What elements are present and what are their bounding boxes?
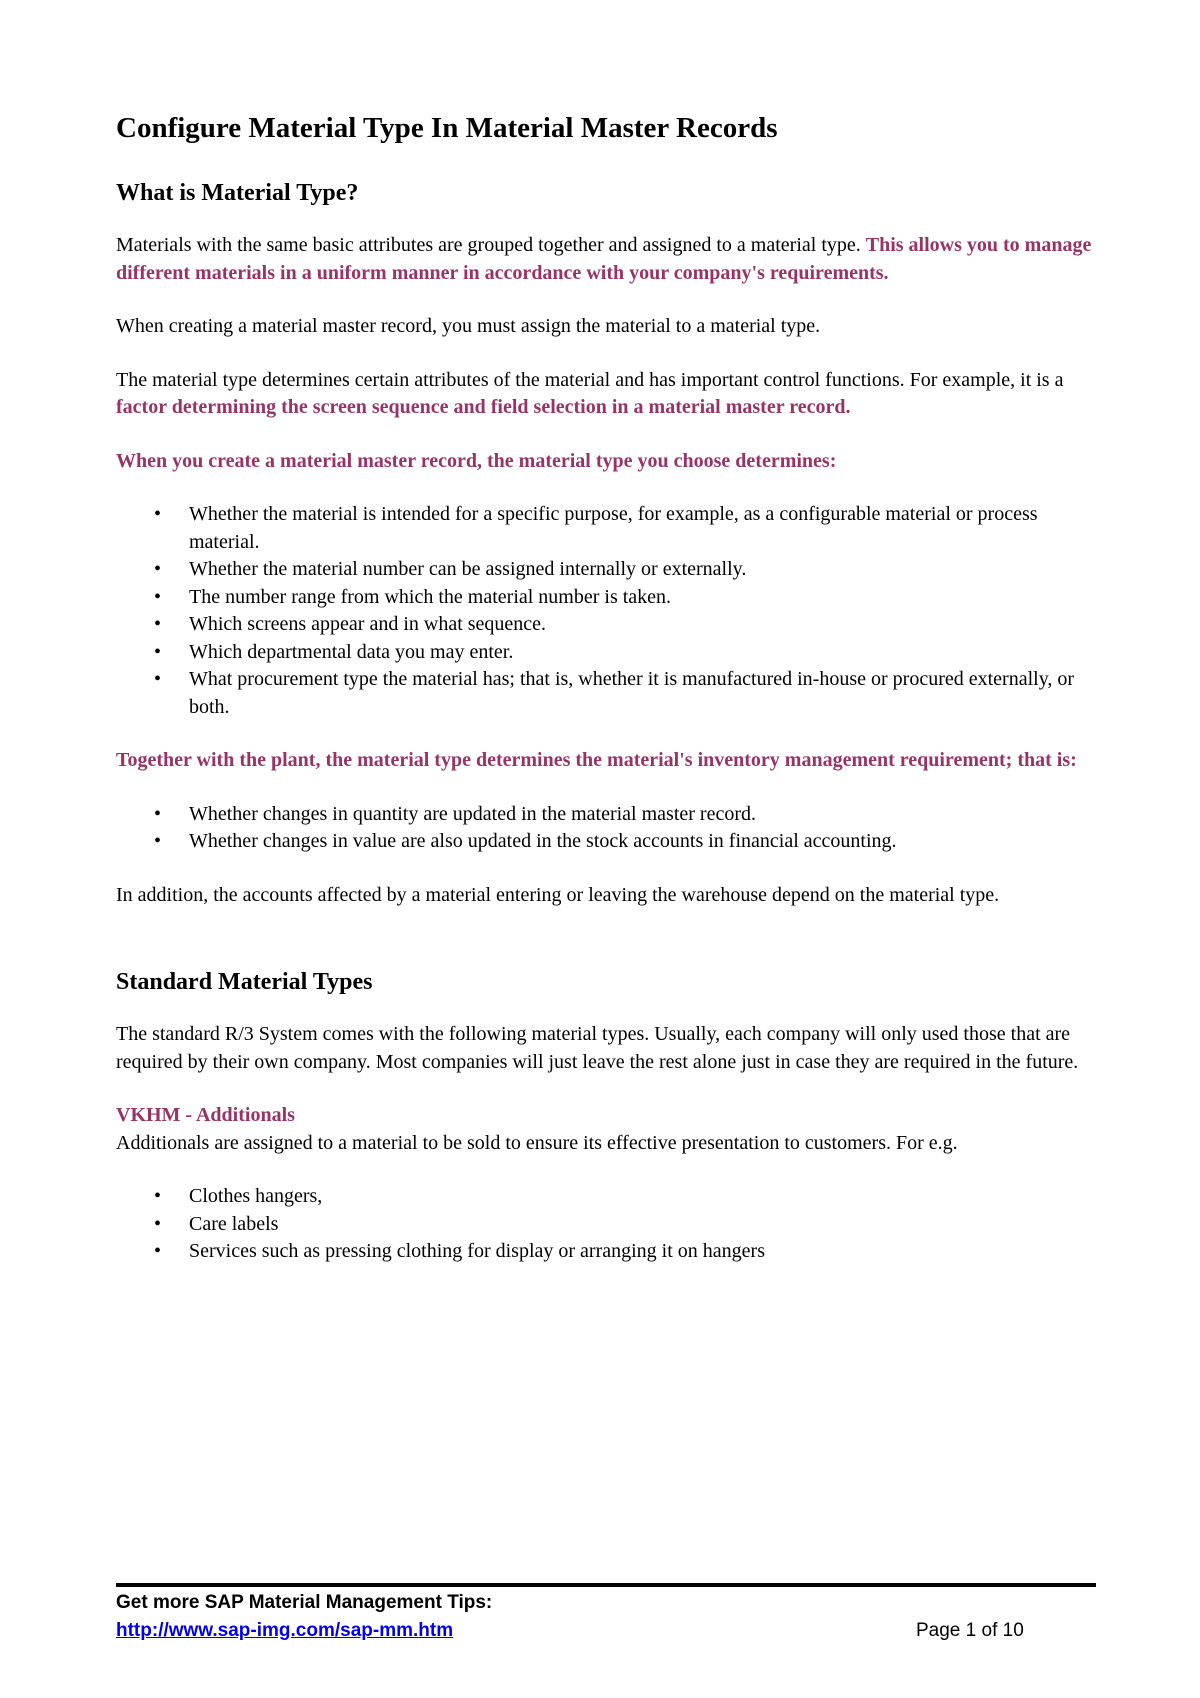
list-item: • Whether changes in quantity are updated in the material master record.	[189, 801, 1096, 829]
vkhm-heading: VKHM - Additionals	[116, 1104, 295, 1126]
control-plain-text: The material type determines certain attributes of the material and has important control functions. For example, it is a	[116, 368, 1064, 391]
additionals-list	[116, 1183, 1096, 1266]
section-heading-what-is-material-type: What is Material Type?	[116, 180, 359, 206]
page-footer	[116, 1583, 1096, 1645]
footer-link[interactable]: http://www.sap-img.com/sap-mm.htm	[116, 1620, 454, 1641]
intro-highlight-text: This allows you to manage different materials in a uniform manner in accordance with your company's requirements.	[116, 234, 1092, 284]
list-item: • Services such as pressing clothing for display or arranging it on hangers	[189, 1238, 1096, 1266]
section-heading-standard-material-types: Standard Material Types	[116, 969, 373, 995]
list-item: • Which screens appear and in what sequence.	[189, 611, 1096, 639]
inventory-list	[116, 801, 1096, 856]
standard-types-paragraph: The standard R/3 System comes with the following material types. Usually, each company will only used those that are required by their own company. Most companies will just leave the rest alone just in case they are required in the future.	[116, 1023, 1079, 1073]
inventory-lead-in: Together with the plant, the material type determines the material's inventory management requirement; that is:	[116, 749, 1077, 771]
control-functions-paragraph	[116, 367, 1096, 422]
assign-paragraph: When creating a material master record, you must assign the material to a material type.	[116, 315, 821, 337]
determines-list	[116, 501, 1096, 721]
list-item: • Clothes hangers,	[189, 1183, 1096, 1211]
list-item: • Whether changes in value are also updated in the stock accounts in financial accounting.	[189, 828, 1096, 856]
intro-paragraph	[116, 232, 1096, 287]
control-highlight-text: factor determining the screen sequence and field selection in a material master record.	[116, 396, 851, 418]
list-item: • Whether the material is intended for a specific purpose, for example, as a configurable material or process material.	[189, 501, 1096, 556]
accounts-paragraph: In addition, the accounts affected by a material entering or leaving the warehouse depend on the material type.	[116, 883, 1000, 906]
vkhm-description: Additionals are assigned to a material to be sold to ensure its effective presentation to customers. For e.g.	[116, 1131, 958, 1154]
list-item: • Whether the material number can be assigned internally or externally.	[189, 556, 1096, 584]
list-item: • What procurement type the material has; that is, whether it is manufactured in-house or procured externally, or both.	[189, 666, 1096, 721]
page-number: Page 1 of 10	[916, 1620, 1024, 1641]
list-item: • Care labels	[189, 1211, 1096, 1239]
list-item: • The number range from which the material number is taken.	[189, 584, 1096, 612]
determines-lead-in: When you create a material master record, the material type you choose determines:	[116, 449, 837, 472]
list-item: • Which departmental data you may enter.	[189, 639, 1096, 667]
intro-plain-text: Materials with the same basic attributes are grouped together and assigned to a material type.	[116, 234, 866, 256]
document-body	[116, 110, 1096, 1292]
page-title: Configure Material Type In Material Master Records	[116, 112, 778, 144]
footer-row	[116, 1617, 1096, 1645]
vkhm-block	[116, 1102, 1096, 1157]
footer-title: Get more SAP Material Management Tips:	[116, 1592, 493, 1613]
